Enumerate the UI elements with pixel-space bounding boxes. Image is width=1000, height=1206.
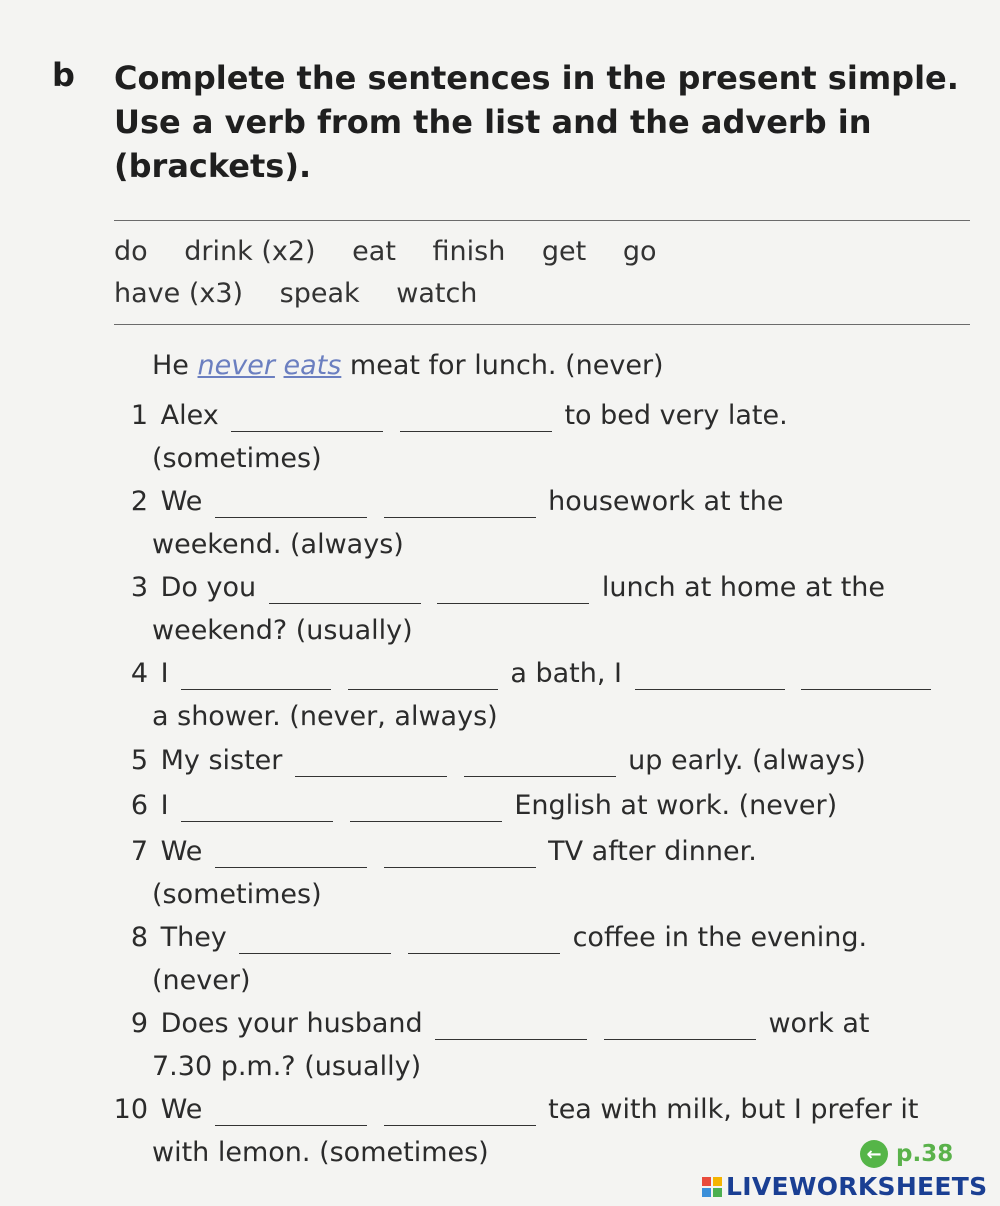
word-item: drink (x2) (184, 236, 316, 267)
word-item: watch (396, 278, 478, 309)
answer-blank[interactable] (384, 837, 536, 868)
answer-blank[interactable] (239, 923, 391, 954)
answer-blank[interactable] (604, 1009, 756, 1040)
question-text: My sister (160, 745, 283, 776)
question-6 (86, 784, 986, 827)
question-3 (86, 566, 986, 652)
answer-blank[interactable] (408, 923, 560, 954)
question-2 (86, 480, 986, 566)
question-text: Do you (160, 572, 257, 603)
question-text: We (160, 836, 203, 867)
answer-blank[interactable] (801, 659, 931, 690)
word-item: have (x3) (114, 278, 244, 309)
question-text: Alex (160, 400, 219, 431)
question-continuation: weekend. (always) (152, 529, 404, 560)
word-item: speak (279, 278, 360, 309)
instruction-line: (brackets). (114, 147, 312, 185)
question-text: lunch at home at the (601, 572, 886, 603)
answer-blank[interactable] (215, 837, 367, 868)
answer-blank[interactable] (231, 401, 383, 432)
question-text: a bath, I (510, 658, 622, 689)
question-continuation: 7.30 p.m.? (usually) (152, 1051, 422, 1082)
answer-blank[interactable] (295, 746, 447, 777)
question-number: 8 (130, 922, 148, 953)
question-4 (86, 652, 986, 738)
example-text: meat for lunch. (never) (341, 350, 664, 381)
question-text: We (160, 1094, 203, 1125)
question-text: Does your husband (160, 1008, 423, 1039)
question-text: I (160, 658, 169, 689)
answer-blank[interactable] (635, 659, 785, 690)
page-reference-text: p.38 (896, 1141, 954, 1167)
answer-blank[interactable] (181, 659, 331, 690)
answer-blank[interactable] (435, 1009, 587, 1040)
question-continuation: weekend? (usually) (152, 615, 413, 646)
question-continuation: (never) (152, 965, 251, 996)
question-7 (86, 830, 986, 916)
question-10 (86, 1088, 986, 1174)
example-sentence (152, 350, 664, 381)
question-number: 7 (130, 836, 148, 867)
liveworksheets-logo (702, 1172, 987, 1201)
question-text: up early. (always) (628, 745, 866, 776)
answer-blank[interactable] (348, 659, 498, 690)
answer-blank[interactable] (269, 573, 421, 604)
question-text: I (160, 790, 169, 821)
question-number: 6 (130, 790, 148, 821)
answer-blank[interactable] (384, 1095, 536, 1126)
answer-blank[interactable] (350, 791, 502, 822)
question-5 (86, 739, 986, 782)
word-list-line-1 (114, 230, 685, 274)
question-text: TV after dinner. (548, 836, 757, 867)
instructions (114, 56, 974, 188)
example-text: He (152, 350, 198, 381)
question-text: We (160, 486, 203, 517)
answer-blank[interactable] (400, 401, 552, 432)
word-list-line-2 (114, 272, 505, 316)
word-list-bottom-rule (114, 324, 970, 325)
question-continuation: a shower. (never, always) (152, 701, 498, 732)
question-text: tea with milk, but I prefer it (548, 1094, 919, 1125)
word-item: finish (432, 236, 506, 267)
question-number: 9 (130, 1008, 148, 1039)
answer-blank[interactable] (437, 573, 589, 604)
word-item: eat (352, 236, 396, 267)
question-text: to bed very late. (564, 400, 788, 431)
question-number: 3 (130, 572, 148, 603)
word-item: do (114, 236, 148, 267)
exercise-letter: b (52, 56, 75, 94)
arrow-left-icon: ← (860, 1140, 888, 1168)
question-number: 4 (130, 658, 148, 689)
question-number: 5 (130, 745, 148, 776)
instruction-line: Use a verb from the list and the adverb in (114, 103, 872, 141)
instruction-line: Complete the sentences in the present simple. (114, 59, 959, 97)
question-1 (86, 394, 986, 480)
example-answer-verb: eats (283, 350, 342, 381)
question-number: 1 (130, 400, 148, 431)
word-item: go (622, 236, 657, 267)
answer-blank[interactable] (384, 487, 536, 518)
example-answer-adverb: never (197, 350, 275, 381)
question-text: work at (768, 1008, 870, 1039)
page-reference (860, 1140, 953, 1168)
question-text: housework at the (548, 486, 784, 517)
question-continuation: with lemon. (sometimes) (152, 1137, 489, 1168)
question-text: They (160, 922, 227, 953)
question-8 (86, 916, 986, 1002)
answer-blank[interactable] (464, 746, 616, 777)
question-9 (86, 1002, 986, 1088)
grid-logo-icon (702, 1177, 722, 1197)
question-continuation: (sometimes) (152, 443, 322, 474)
answer-blank[interactable] (215, 1095, 367, 1126)
logo-text: LIVEWORKSHEETS (726, 1172, 988, 1201)
answer-blank[interactable] (215, 487, 367, 518)
question-continuation: (sometimes) (152, 879, 322, 910)
answer-blank[interactable] (181, 791, 333, 822)
word-list-top-rule (114, 220, 970, 221)
word-item: get (541, 236, 587, 267)
question-number: 2 (130, 486, 148, 517)
question-text: English at work. (never) (514, 790, 838, 821)
question-number: 10 (113, 1094, 148, 1125)
question-text: coffee in the evening. (572, 922, 868, 953)
